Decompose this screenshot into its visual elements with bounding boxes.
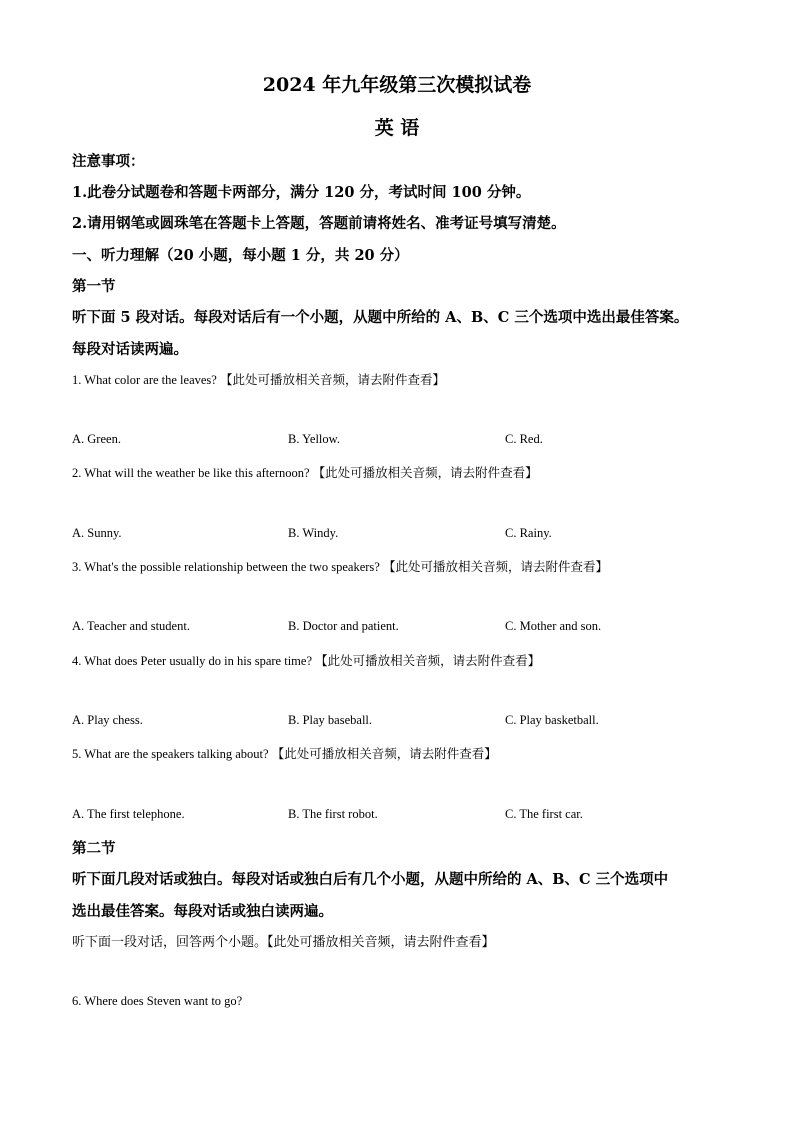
section1-instruction-cont: 每段对话读两遍。 [72,341,188,358]
question-3 [72,557,608,575]
option-b: B. Windy. [288,526,339,540]
question-text: 4. What does Peter usually do in his spare time? [72,654,312,668]
section2-instruction-cont: 选出最佳答案。每段对话或独白读两遍。 [72,903,333,920]
option-a: A. Green. [72,432,121,446]
question-text: 2. What will the weather be like this afternoon? [72,466,310,480]
option-a: A. The first telephone. [72,807,185,821]
section1-instruction: 听下面 5 段对话。每段对话后有一个小题，从题中所给的 A、B、C 三个选项中选出最佳答案。 [72,309,689,326]
option-b: B. Yellow. [288,432,340,446]
audio-attachment-link[interactable]: 【此处可播放相关音频，请去附件查看】 [315,653,541,668]
option-c: C. Red. [505,432,543,446]
question-text: 3. What's the possible relationship between the two speakers? [72,560,380,574]
section2-label: 第二节 [72,840,116,857]
audio-attachment-link[interactable]: 【此处可播放相关音频，请去附件查看】 [219,372,445,387]
option-b: B. The first robot. [288,807,378,821]
audio-attachment-link[interactable]: 【此处可播放相关音频，请去附件查看】 [271,746,497,761]
option-b: B. Play baseball. [288,713,373,727]
notes-item-1: 1.此卷分试题卷和答题卡两部分，满分 120 分，考试时间 100 分钟。 [72,184,531,201]
audio-attachment-link[interactable]: 【此处可播放相关音频，请去附件查看】 [312,465,538,480]
question-5 [72,744,497,762]
option-c: C. Rainy. [505,526,552,540]
question-text: 5. What are the speakers talking about? [72,747,269,761]
option-a: A. Play chess. [72,713,143,727]
exam-title: 2024 年九年级第三次模拟试卷 [262,74,532,96]
subject-title: 英 语 [374,117,420,139]
option-a: A. Teacher and student. [72,619,190,633]
part1-heading: 一、听力理解（20 小题，每小题 1 分，共 20 分） [72,247,409,264]
section1-label: 第一节 [72,278,116,295]
section2-instruction: 听下面几段对话或独白。每段对话或独白后有几个小题，从题中所给的 A、B、C 三个选项中 [72,871,669,888]
option-a: A. Sunny. [72,526,122,540]
question-2 [72,463,538,481]
option-c: C. Play basketball. [505,713,599,727]
question-1 [72,370,445,388]
section2-prompt: 听下面一段对话，回答两个小题。【此处可播放相关音频，请去附件查看】 [72,935,495,950]
question-6: 6. Where does Steven want to go? [72,994,243,1008]
notes-heading: 注意事项： [72,153,145,170]
option-c: C. Mother and son. [505,619,602,633]
audio-attachment-link[interactable]: 【此处可播放相关音频，请去附件查看】 [382,559,608,574]
notes-item-2: 2.请用钢笔或圆珠笔在答题卡上答题，答题前请将姓名、准考证号填写清楚。 [72,215,566,232]
question-4 [72,651,540,669]
option-c: C. The first car. [505,807,583,821]
option-b: B. Doctor and patient. [288,619,399,633]
question-text: 1. What color are the leaves? [72,373,217,387]
